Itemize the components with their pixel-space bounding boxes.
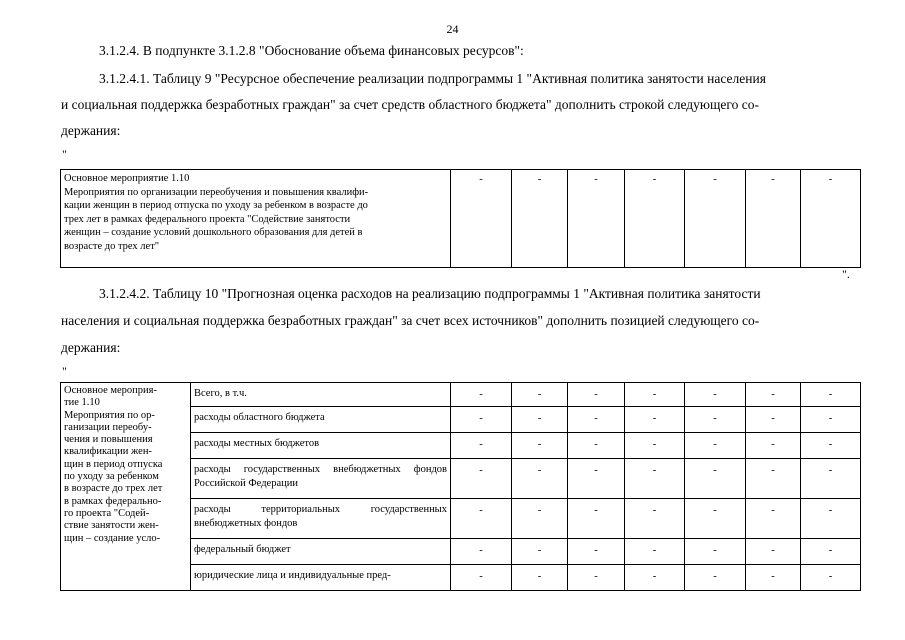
paragraph-3-1-2-4-2-line3: держания: <box>61 340 121 355</box>
description-line: квалификации жен- <box>64 446 152 458</box>
value-cell: - <box>801 539 861 565</box>
closing-quote: ". <box>842 267 850 281</box>
value-cell: - <box>568 383 625 407</box>
value-cell: - <box>746 170 801 268</box>
value-cell: - <box>746 499 801 539</box>
value-cell: - <box>746 539 801 565</box>
value-cell: - <box>451 539 512 565</box>
value-cell: - <box>568 170 625 268</box>
value-cell: - <box>625 499 685 539</box>
description-line: го проекта "Содей- <box>64 507 150 519</box>
description-line: трех лет в рамках федерального проекта "Содействие занятости <box>64 213 351 225</box>
description-line: по уходу за ребенком <box>64 471 159 483</box>
paragraph-3-1-2-4-1-line2: и социальная поддержка безработных граждан" за счет средств областного бюджета" дополнить строкой следующего со- <box>61 97 759 112</box>
value-cell: - <box>512 539 568 565</box>
description-line: в рамках федерально- <box>64 495 162 507</box>
value-cell: - <box>512 565 568 591</box>
value-cell: - <box>625 170 685 268</box>
row-label: юридические лица и индивидуальные пред- <box>191 565 451 591</box>
description-line: чения и повышения <box>64 434 153 446</box>
value-cell: - <box>512 499 568 539</box>
row-label: расходы местных бюджетов <box>191 433 451 459</box>
value-cell: - <box>801 459 861 499</box>
row-label: расходы территориальных государственных внебюджетных фондов <box>191 499 451 539</box>
table-row <box>61 170 861 268</box>
description-line: кации женщин в период отпуска по уходу за ребенком в возрасте до <box>64 200 368 211</box>
value-cell: - <box>512 407 568 433</box>
description-line: ствие занятости жен- <box>64 520 159 532</box>
value-cell: - <box>746 407 801 433</box>
value-cell: - <box>451 499 512 539</box>
opening-quote: " <box>62 147 67 161</box>
row-label: Всего, в т.ч. <box>191 383 451 407</box>
description-line: Мероприятия по организации переобучения и повышения квалифи- <box>64 186 369 198</box>
table-9-addition <box>60 169 861 268</box>
paragraph-3-1-2-4-1-line3: держания: <box>61 123 121 138</box>
description-line: женщин – создание условий дошкольного образования для детей в <box>64 227 363 238</box>
value-cell: - <box>685 539 746 565</box>
value-cell: - <box>801 407 861 433</box>
value-cell: - <box>625 459 685 499</box>
value-cell: - <box>451 433 512 459</box>
value-cell: - <box>746 459 801 499</box>
description-line: щин – создание усло- <box>64 532 161 544</box>
value-cell: - <box>451 459 512 499</box>
value-cell: - <box>685 170 746 268</box>
value-cell: - <box>451 407 512 433</box>
description-line: возрасте до трех лет" <box>64 240 160 252</box>
value-cell: - <box>801 433 861 459</box>
value-cell: - <box>512 459 568 499</box>
value-cell: - <box>685 499 746 539</box>
value-cell: - <box>451 565 512 591</box>
activity-description <box>61 170 451 268</box>
value-cell: - <box>625 383 685 407</box>
description-line: Основное мероприя- <box>64 385 157 396</box>
value-cell: - <box>512 433 568 459</box>
value-cell: - <box>568 459 625 499</box>
row-label: федеральный бюджет <box>191 539 451 565</box>
description-line: Мероприятия по ор- <box>64 409 155 421</box>
row-label: расходы государственных внебюджетных фондов Российской Федерации <box>191 459 451 499</box>
value-cell: - <box>625 407 685 433</box>
description-line: тие 1.10 <box>64 397 100 409</box>
value-cell: - <box>746 383 801 407</box>
value-cell: - <box>625 539 685 565</box>
value-cell: - <box>801 565 861 591</box>
value-cell: - <box>568 433 625 459</box>
page-number: 24 <box>446 22 459 36</box>
activity-title: Основное мероприятие 1.10 <box>64 173 190 184</box>
value-cell: - <box>451 170 512 268</box>
paragraph-3-1-2-4-1-line1: 3.1.2.4.1. Таблицу 9 "Ресурсное обеспечение реализации подпрограммы 1 "Активная политика занятости населения <box>99 71 766 86</box>
value-cell: - <box>512 170 568 268</box>
paragraph-3-1-2-4: 3.1.2.4. В подпункте 3.1.2.8 "Обоснование объема финансовых ресурсов": <box>99 43 524 58</box>
value-cell: - <box>625 433 685 459</box>
value-cell: - <box>685 433 746 459</box>
opening-quote: " <box>62 364 67 378</box>
description-line: ганизации переобу- <box>64 421 152 433</box>
table-10-addition <box>60 382 861 591</box>
table-row <box>61 383 861 407</box>
value-cell: - <box>685 407 746 433</box>
paragraph-3-1-2-4-2-line2: населения и социальная поддержка безработных граждан" за счет всех источников" дополнить позицией следующего со- <box>61 313 760 328</box>
value-cell: - <box>568 499 625 539</box>
value-cell: - <box>746 433 801 459</box>
value-cell: - <box>746 565 801 591</box>
description-line: в возрасте до трех лет <box>64 483 163 495</box>
value-cell: - <box>685 565 746 591</box>
value-cell: - <box>801 383 861 407</box>
description-line: щин в период отпуска <box>64 458 163 470</box>
activity-description <box>61 383 191 591</box>
value-cell: - <box>451 383 512 407</box>
value-cell: - <box>801 170 861 268</box>
value-cell: - <box>568 539 625 565</box>
value-cell: - <box>512 383 568 407</box>
value-cell: - <box>801 499 861 539</box>
value-cell: - <box>625 565 685 591</box>
paragraph-3-1-2-4-2-line1: 3.1.2.4.2. Таблицу 10 "Прогнозная оценка расходов на реализацию подпрограммы 1 "Активная политика занятости <box>99 286 761 301</box>
value-cell: - <box>685 383 746 407</box>
value-cell: - <box>568 407 625 433</box>
row-label: расходы областного бюджета <box>191 407 451 433</box>
value-cell: - <box>685 459 746 499</box>
value-cell: - <box>568 565 625 591</box>
